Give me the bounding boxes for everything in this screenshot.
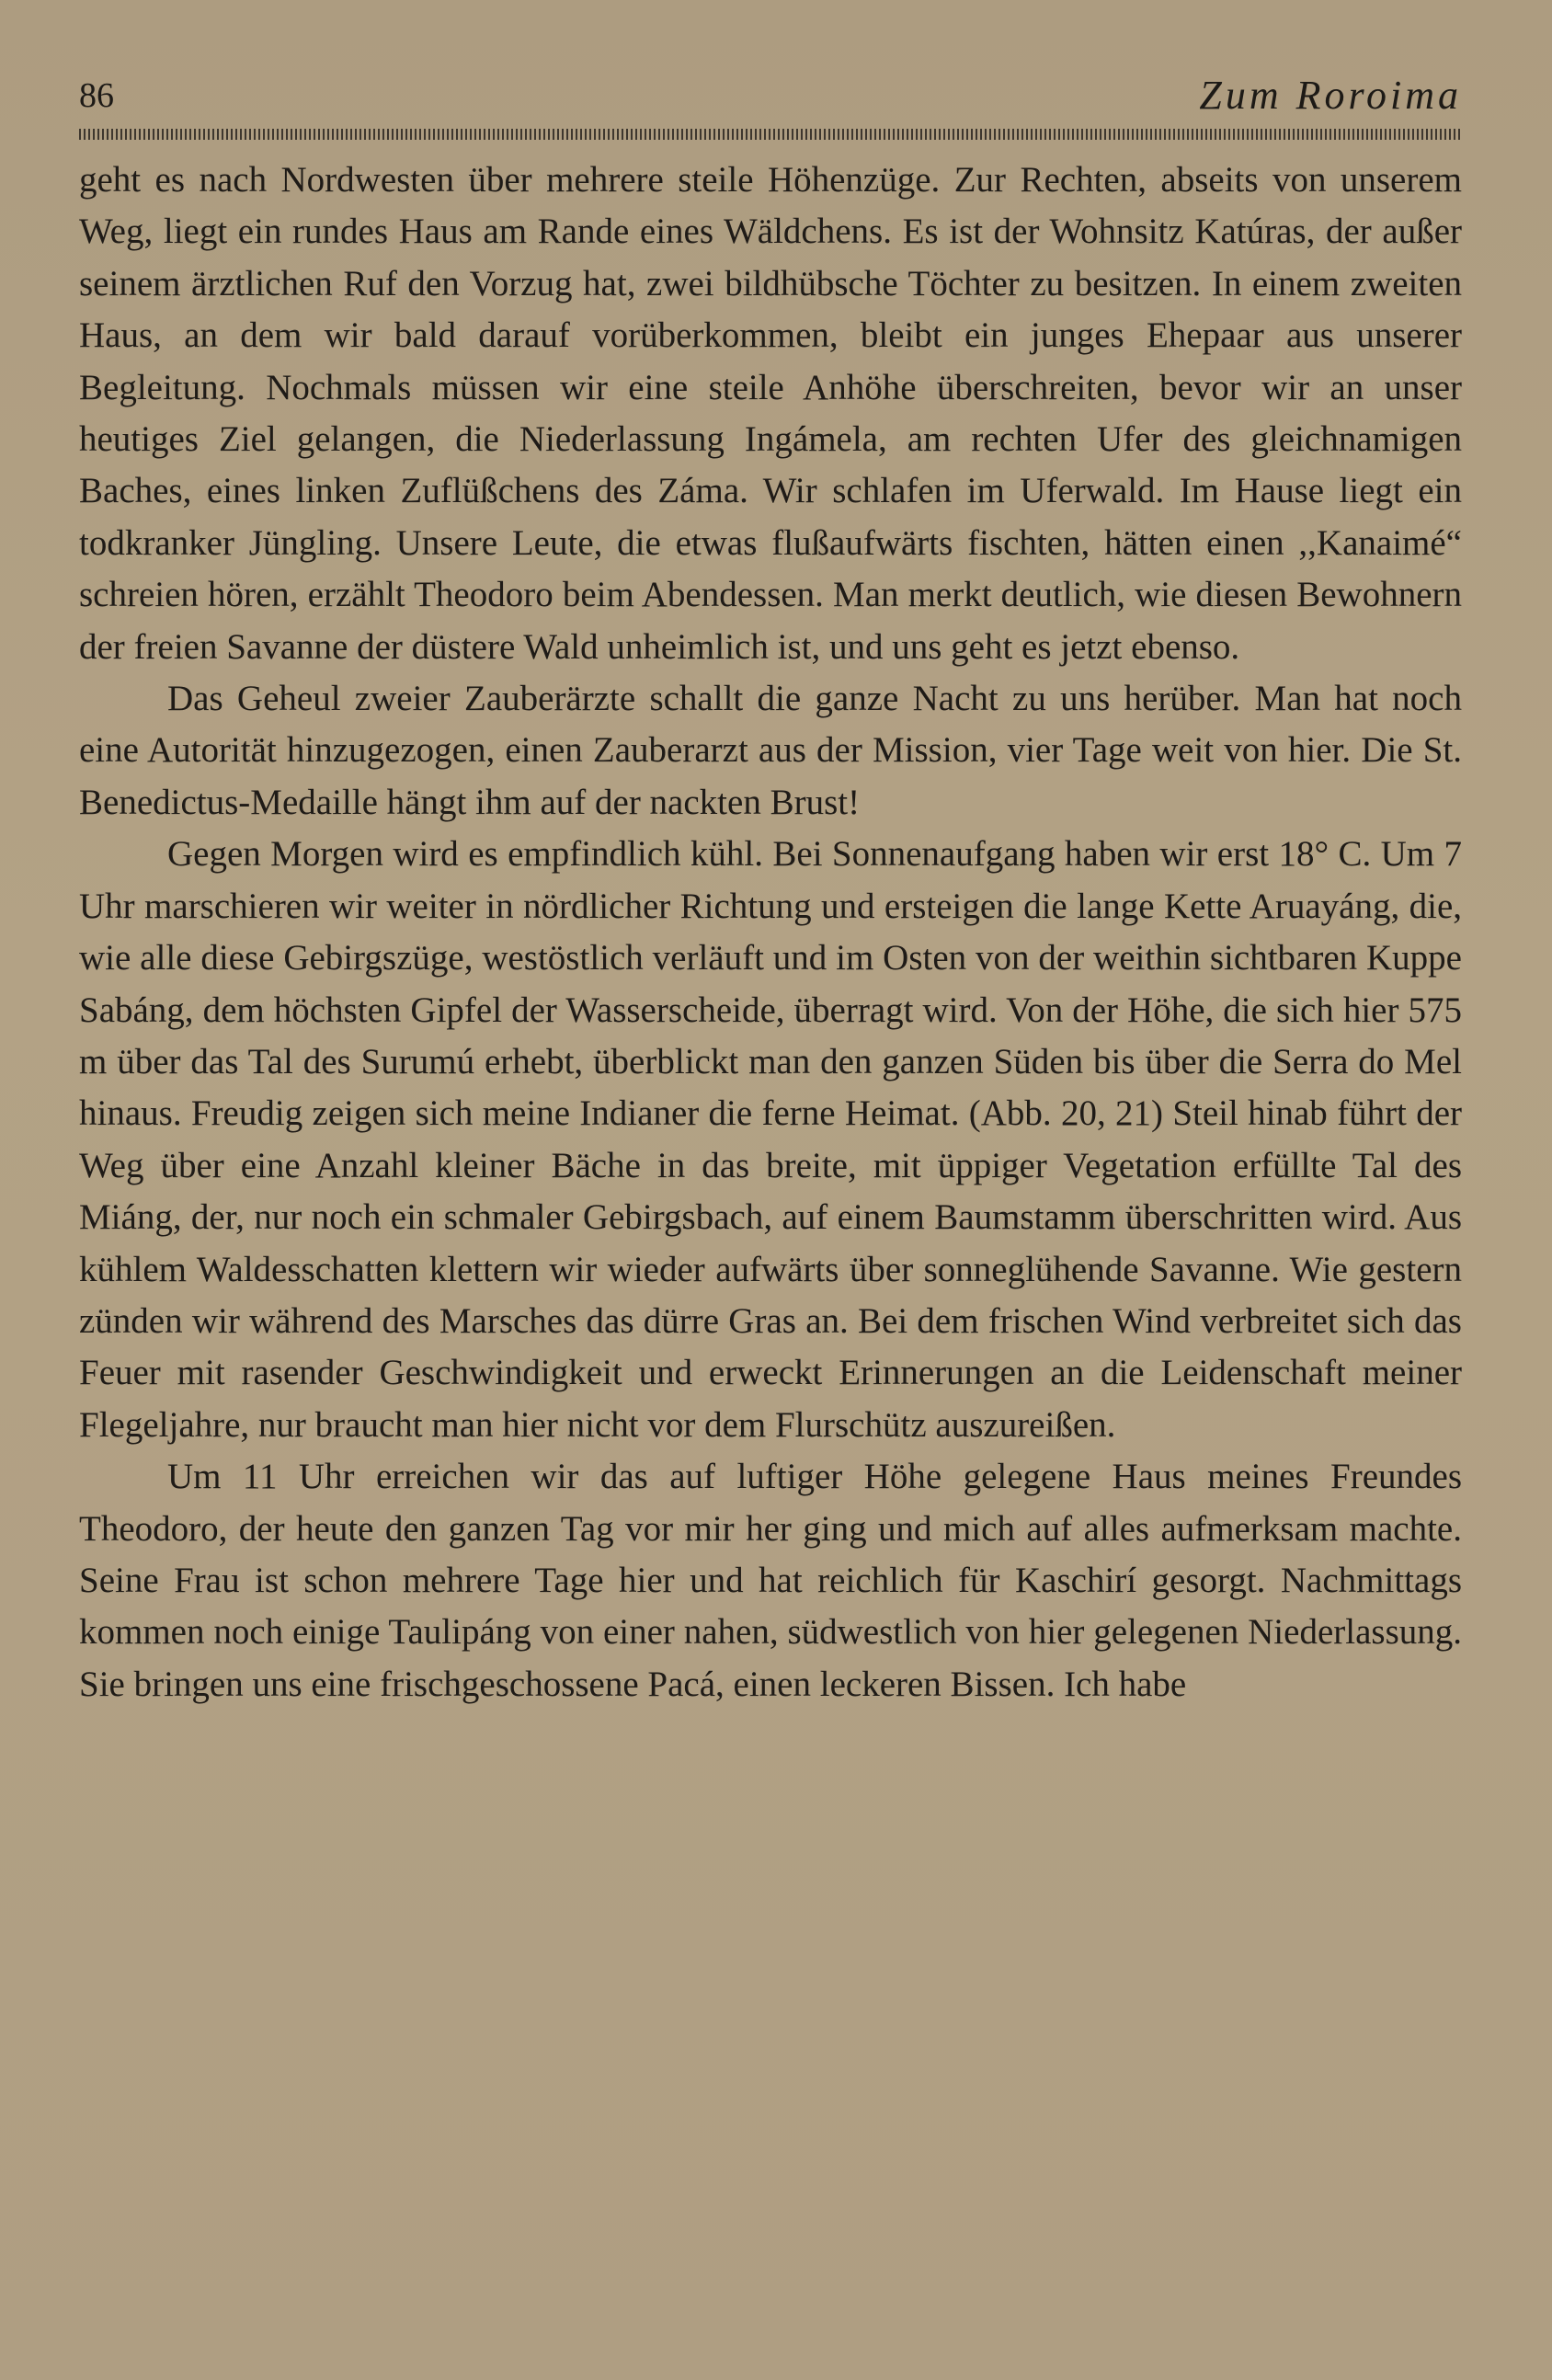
paragraph-3: Gegen Morgen wird es empfindlich kühl. Bei Sonnenaufgang haben wir erst 18° C. Um 7 Uhr marschieren wir weiter in nördlicher Richtung und ersteigen die lange Kette Aruayáng, die, wie alle diese Gebirgszüge, westöstlich verläuft und im Osten von der weithin sichtbaren Kuppe Sabáng, dem höchsten Gipfel der Wasserscheide, überragt wird. Von der Höhe, die sich hier 575 m über das Tal des Surumú erhebt, überblickt man den ganzen Süden bis über die Serra do Mel hinaus. Freudig zeigen sich meine Indianer die ferne Heimat. (Abb. 20, 21) Steil hinab führt der Weg über eine Anzahl kleiner Bäche in das breite, mit üppiger Vegetation erfüllte Tal des Miáng, der, nur noch ein schmaler Gebirgsbach, auf einem Baumstamm überschritten wird. Aus kühlem Waldesschatten klettern wir wieder aufwärts über sonneglühende Savanne. Wie gestern zünden wir während des Marsches das dürre Gras an. Bei dem frischen Wind verbreitet sich das Feuer mit rasender Geschwindigkeit und erweckt Erinnerungen an die Leidenschaft meiner Flegeljahre, nur braucht man hier nicht vor dem Flurschütz auszureißen. [79,834,1462,1445]
paragraph-1: geht es nach Nordwesten über mehrere steile Höhenzüge. Zur Rechten, abseits von unserem Weg, liegt ein rundes Haus am Rande eines Wäldchens. Es ist der Wohnsitz Katúras, der außer seinem ärztlichen Ruf den Vorzug hat, zwei bildhübsche Töchter zu besitzen. In einem zweiten Haus, an dem wir bald darauf vorüberkommen, bleibt ein junges Ehepaar aus unserer Begleitung. Nochmals müssen wir eine steile Anhöhe überschreiten, bevor wir an unser heutiges Ziel gelangen, die Niederlassung Ingámela, am rechten Ufer des gleichnamigen Baches, eines linken Zuflüßchens des Záma. Wir schlafen im Uferwald. Im Hause liegt ein todkranker Jüngling. Unsere Leute, die etwas flußaufwärts fischten, hätten einen ,,Kanaimé“ schreien hören, erzählt Theodoro beim Abendessen. Man merkt deutlich, wie diesen Bewohnern der freien Savanne der düstere Wald unheimlich ist, und uns geht es jetzt ebenso. [79,160,1462,667]
header-rule [79,129,1462,140]
page-header [79,72,1462,127]
paragraph-2: Das Geheul zweier Zauberärzte schallt die ganze Nacht zu uns herüber. Man hat noch eine Autorität hinzugezogen, einen Zauberarzt aus der Mission, vier Tage weit von hier. Die St. Benedictus-Medaille hängt ihm auf der nackten Brust! [79,679,1462,822]
page-number: 86 [79,76,114,115]
running-title: Zum Roroima [1199,73,1462,118]
paragraph-4: Um 11 Uhr erreichen wir das auf luftiger Höhe gelegene Haus meines Freundes Theodoro, der heute den ganzen Tag vor mir her ging und mich auf alles aufmerksam machte. Seine Frau ist schon mehrere Tage hier und hat reichlich für Kaschirí gesorgt. Nachmittags kommen noch einige Taulipáng von einer nahen, südwestlich von hier gelegenen Niederlassung. Sie bringen uns eine frischgeschossene Pacá, einen leckeren Bissen. Ich habe [79,1457,1462,1704]
body-text [79,154,1462,1711]
